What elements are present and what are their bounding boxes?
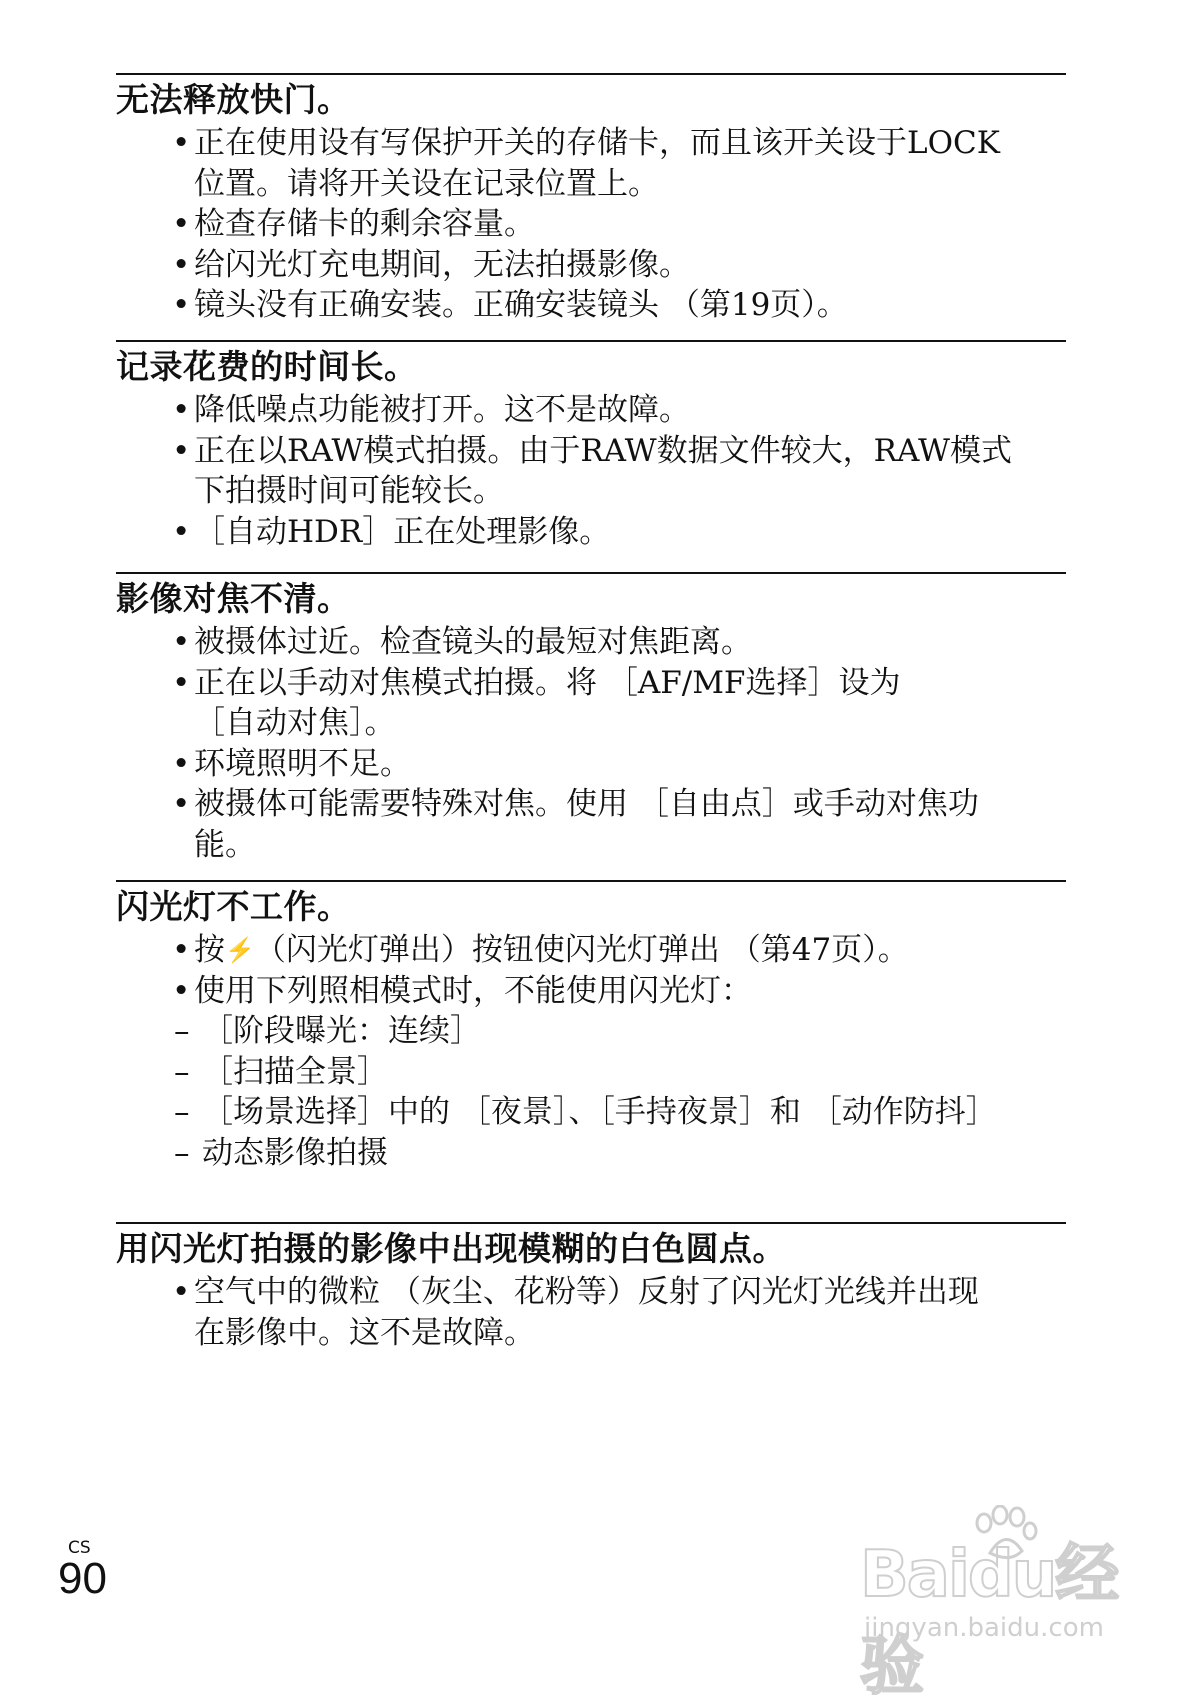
section-flash xyxy=(116,880,1066,1173)
section-white-spots xyxy=(116,1222,1066,1353)
section-shutter xyxy=(116,73,1066,326)
list-item: • 空气中的微粒 （灰尘、花粉等）反射了闪光灯光线并出现在影像中。这不是故障。 xyxy=(174,1272,1004,1353)
language-code: CS xyxy=(68,1538,91,1558)
list-item: • 给闪光灯充电期间，无法拍摄影像。 xyxy=(174,245,1066,286)
item-text: 使用下列照相模式时，不能使用闪光灯： xyxy=(194,972,752,1009)
section-record-time xyxy=(116,340,1066,552)
list-item: • 检查存储卡的剩余容量。 xyxy=(174,204,1066,245)
item-text: 按 xyxy=(194,932,225,968)
list-item xyxy=(174,930,1066,971)
flash-icon: ⚡ xyxy=(225,936,255,964)
list-item: • 被摄体可能需要特殊对焦。使用 ［自由点］或手动对焦功能。 xyxy=(174,784,1004,865)
section-title: 闪光灯不工作。 xyxy=(116,887,351,926)
list-item: • 正在以RAW模式拍摄。由于RAW数据文件较大，RAW模式下拍摄时间可能较长。 xyxy=(174,431,1024,512)
sub-list-item: – ［场景选择］中的 ［夜景］、［手持夜景］和 ［动作防抖］ xyxy=(174,1092,992,1133)
section-divider xyxy=(116,1222,1066,1224)
list-item: • 环境照明不足。 xyxy=(174,744,1066,785)
cause-list xyxy=(116,1272,1066,1353)
list-item: • 被摄体过近。检查镜头的最短对焦距离。 xyxy=(174,622,1066,663)
sub-list-item: – ［扫描全景］ xyxy=(174,1052,1066,1093)
page-number: 90 xyxy=(58,1554,107,1603)
section-divider xyxy=(116,572,1066,574)
section-divider xyxy=(116,340,1066,342)
mode-list xyxy=(174,1011,1066,1173)
section-title: 记录花费的时间长。 xyxy=(116,347,418,386)
cause-list xyxy=(116,930,1066,1173)
list-item: • 镜头没有正确安装。正确安装镜头 （第19页）。 xyxy=(174,285,1066,326)
list-item: • 正在使用设有写保护开关的存储卡，而且该开关设于LOCK位置。请将开关设在记录位置上。 xyxy=(174,123,1004,204)
sub-list-item: – 动态影像拍摄 xyxy=(174,1133,1066,1174)
list-item: • ［自动HDR］正在处理影像。 xyxy=(174,512,1066,553)
watermark-site: jingyan.baidu.com xyxy=(864,1613,1104,1643)
cause-list xyxy=(116,390,1066,552)
watermark-brand: Baidu经验 xyxy=(860,1538,1118,1704)
section-divider xyxy=(116,73,1066,75)
cause-list xyxy=(116,123,1066,326)
section-title: 用闪光灯拍摄的影像中出现模糊的白色圆点。 xyxy=(116,1229,786,1268)
item-text: （闪光灯弹出）按钮使闪光灯弹出 （第47页）。 xyxy=(254,932,909,968)
watermark xyxy=(860,1505,1160,1704)
section-title: 影像对焦不清。 xyxy=(116,579,351,618)
section-title: 无法释放快门。 xyxy=(116,80,351,119)
section-divider xyxy=(116,880,1066,882)
list-item xyxy=(174,971,1066,1174)
list-item: • 正在以手动对焦模式拍摄。将 ［AF/MF选择］设为［自动对焦］。 xyxy=(174,663,954,744)
cause-list xyxy=(116,622,1066,865)
list-item: • 降低噪点功能被打开。这不是故障。 xyxy=(174,390,1066,431)
sub-list-item: – ［阶段曝光：连续］ xyxy=(174,1011,1066,1052)
section-focus xyxy=(116,572,1066,865)
